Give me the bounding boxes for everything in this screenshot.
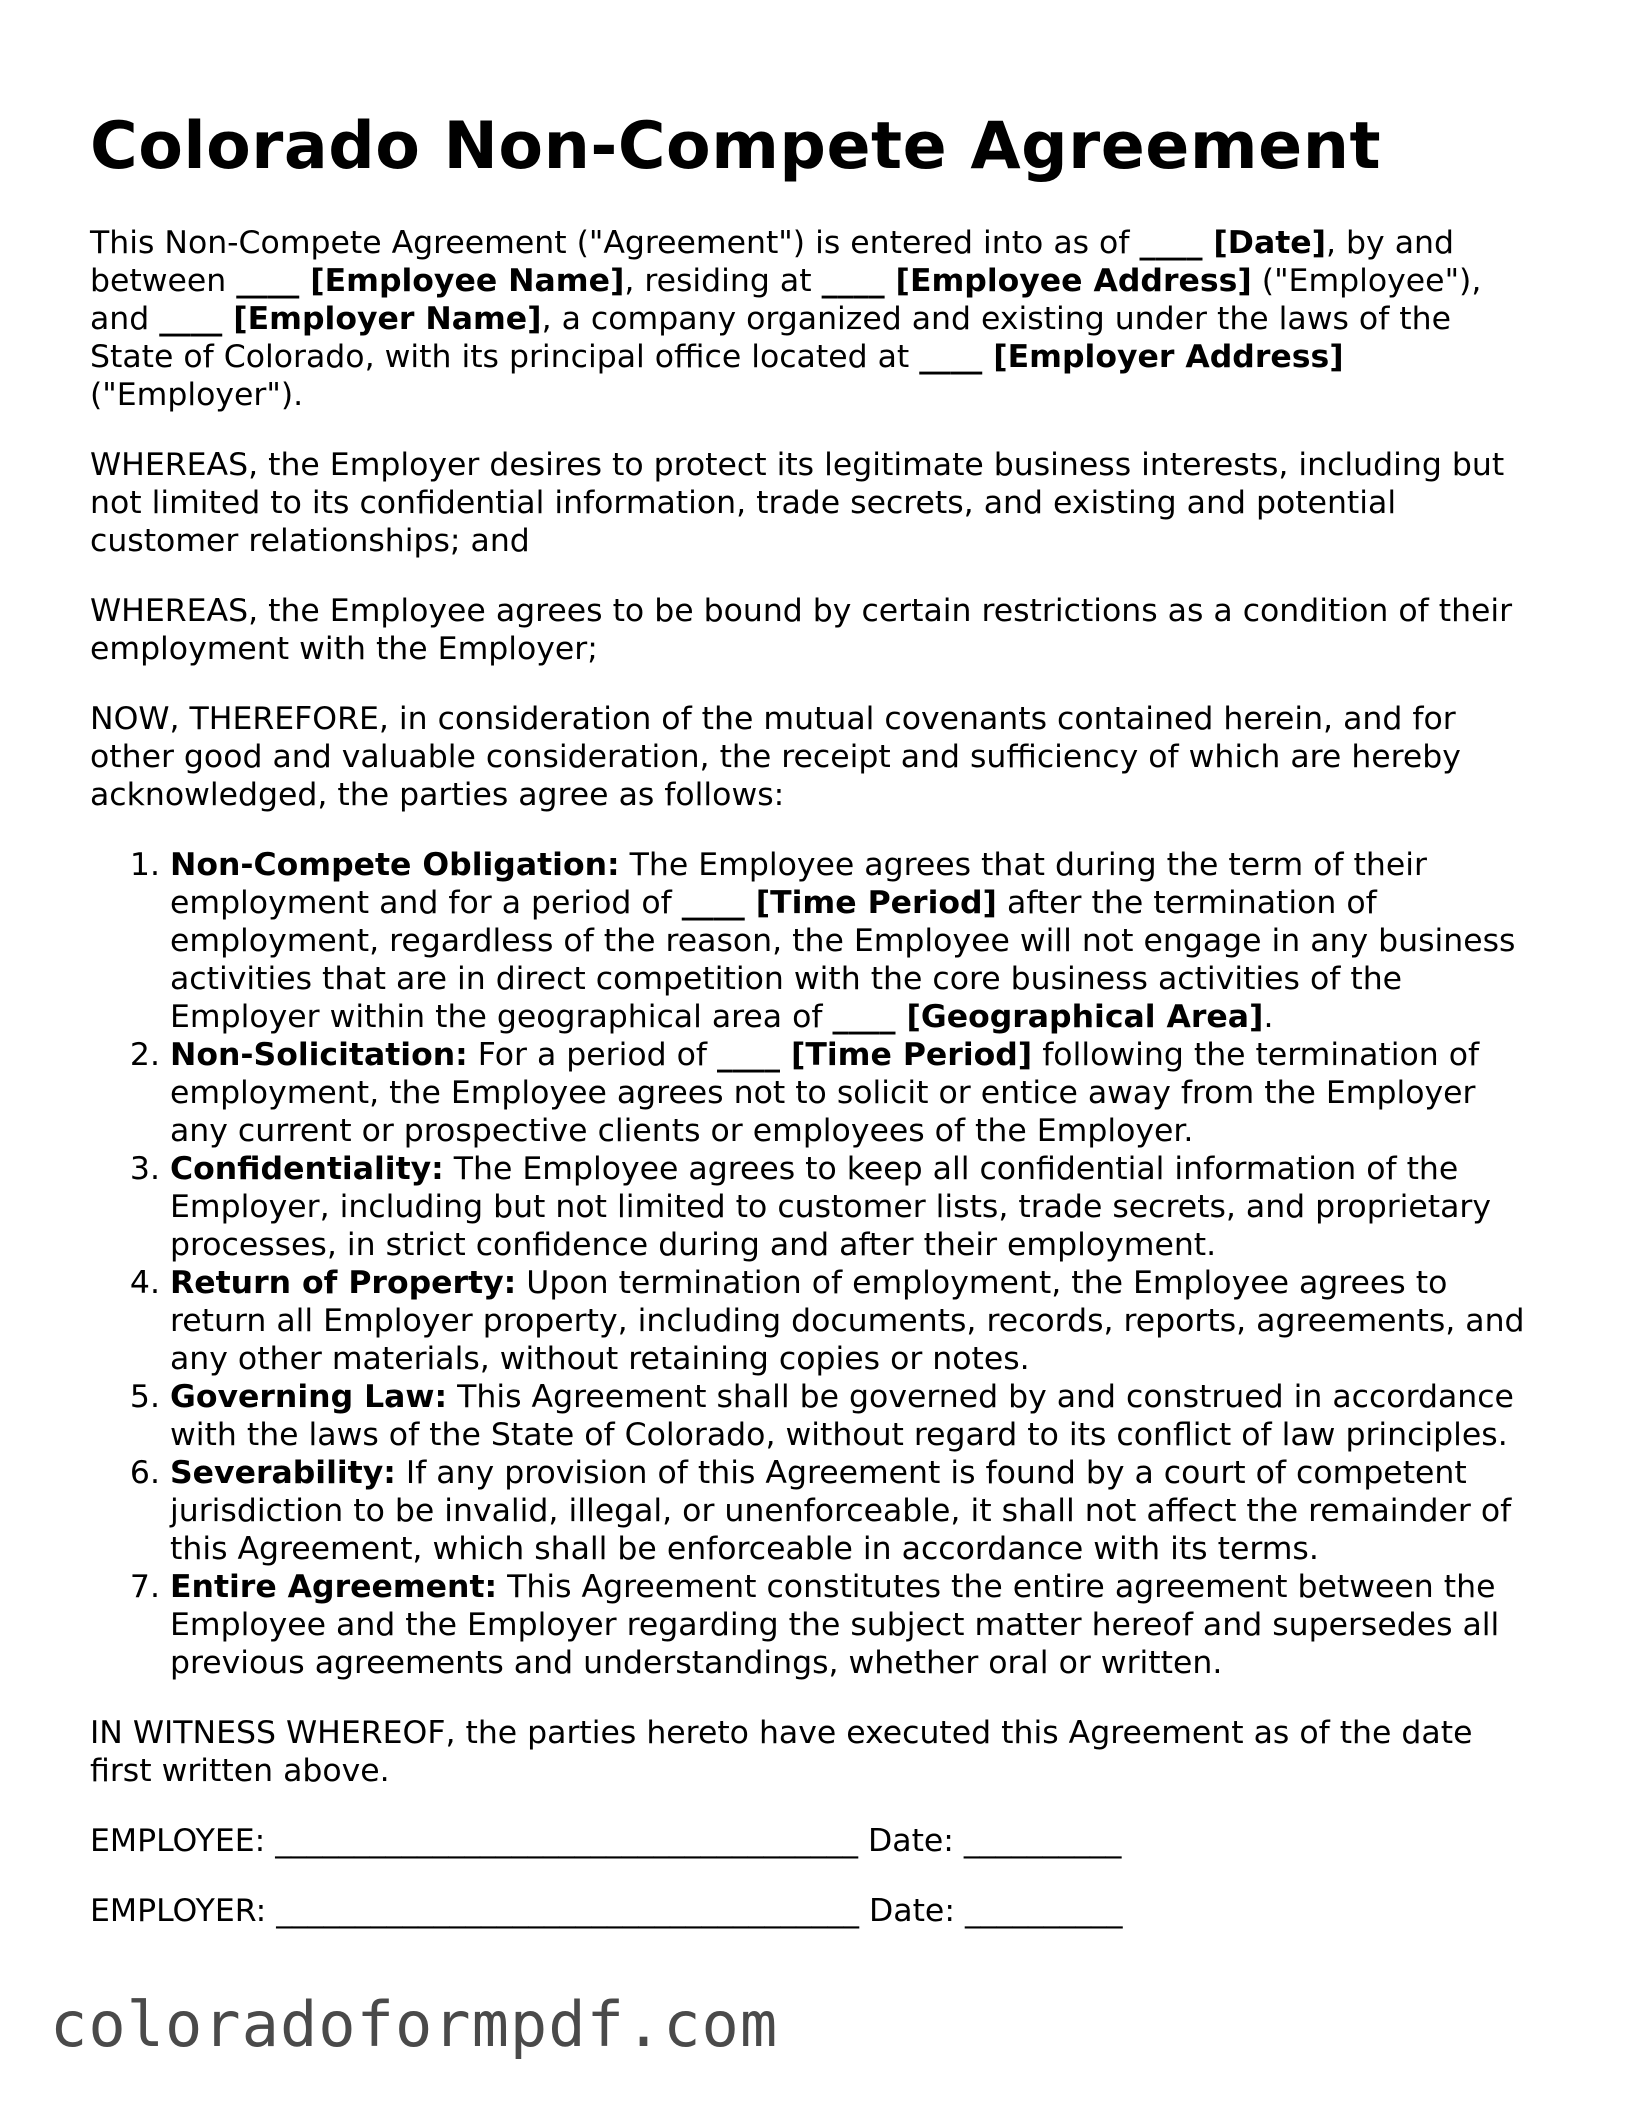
blank-date: ____ [Date]	[1139, 225, 1327, 261]
intro-paragraph: This Non-Compete Agreement ("Agreement") is entered into as of ____ [Date], by and between ____ [Employee Name], residing at ____ [Employee Address] ("Employee"), and ____ [Employer Name], a company organized and existing under the laws of the State of Colorado, with its principal office located at ____ [Employer Address] ("Employer").	[90, 225, 1482, 413]
blank-time-period: ____ [Time Period]	[681, 885, 997, 921]
whereas-paragraph-2: WHEREAS, the Employee agrees to be bound by certain restrictions as a condition of their employment with the Employer;	[90, 593, 1513, 667]
blank-employer-name: ____ [Employer Name]	[159, 301, 542, 337]
employee-signature-line: EMPLOYEE: _____________________________________ Date: __________	[90, 1823, 1122, 1859]
whereas-paragraph-1: WHEREAS, the Employer desires to protect its legitimate business interests, including but not limited to its confidential information, trade secrets, and existing and potential customer relationships; and	[90, 447, 1505, 559]
blank-geographical-area: ____ [Geographical Area]	[832, 999, 1264, 1035]
clause-entire-agreement: 7. Entire Agreement: This Agreement constitutes the entire agreement between the Employee and the Employer regarding the subject matter hereof and supersedes all previous agreements and understandings, whether oral or written.	[170, 1568, 1540, 1682]
blank-time-period: ____ [Time Period]	[717, 1037, 1033, 1073]
clause-confidentiality: 3. Confidentiality: The Employee agrees to keep all confidential information of the Employer, including but not limited to customer lists, trade secrets, and proprietary processes, in strict confidence during and after their employment.	[170, 1150, 1540, 1264]
blank-employee-address: ____ [Employee Address]	[821, 263, 1252, 299]
page-title: Colorado Non-Compete Agreement	[90, 109, 1382, 184]
site-watermark: coloradoformpdf.com	[50, 1988, 779, 2061]
clause-list	[90, 846, 1540, 1682]
now-therefore-paragraph: NOW, THEREFORE, in consideration of the mutual covenants contained herein, and for other good and valuable consideration, the receipt and sufficiency of which are hereby acknowledged, the parties agree as follows:	[90, 701, 1461, 813]
clause-non-solicitation: 2. Non-Solicitation: For a period of ____ [Time Period] following the termination of employment, the Employee agrees not to solicit or entice away from the Employer any current or prospective clients or employees of the Employer.	[170, 1036, 1540, 1150]
document-page	[90, 108, 1540, 1962]
employer-signature-line: EMPLOYER: _____________________________________ Date: __________	[90, 1893, 1123, 1929]
blank-employee-name: ____ [Employee Name]	[236, 263, 625, 299]
clause-severability: 6. Severability: If any provision of this Agreement is found by a court of competent jurisdiction to be invalid, illegal, or unenforceable, it shall not affect the remainder of this Agreement, which shall be enforceable in accordance with its terms.	[170, 1454, 1540, 1568]
witness-paragraph: IN WITNESS WHEREOF, the parties hereto have executed this Agreement as of the date first written above.	[90, 1715, 1473, 1789]
clause-governing-law: 5. Governing Law: This Agreement shall be governed by and construed in accordance with the laws of the State of Colorado, without regard to its conflict of law principles.	[170, 1378, 1540, 1454]
clause-non-compete: 1. Non-Compete Obligation: The Employee agrees that during the term of their employment and for a period of ____ [Time Period] after the termination of employment, regardless of the reason, the Employee will not engage in any business activities that are in direct competition with the core business activities of the Employer within the geographical area of ____ [Geographical Area].	[170, 846, 1540, 1036]
clause-return-of-property: 4. Return of Property: Upon termination of employment, the Employee agrees to return all Employer property, including documents, records, reports, agreements, and any other materials, without retaining copies or notes.	[170, 1264, 1540, 1378]
blank-employer-address: ____ [Employer Address]	[919, 339, 1344, 375]
